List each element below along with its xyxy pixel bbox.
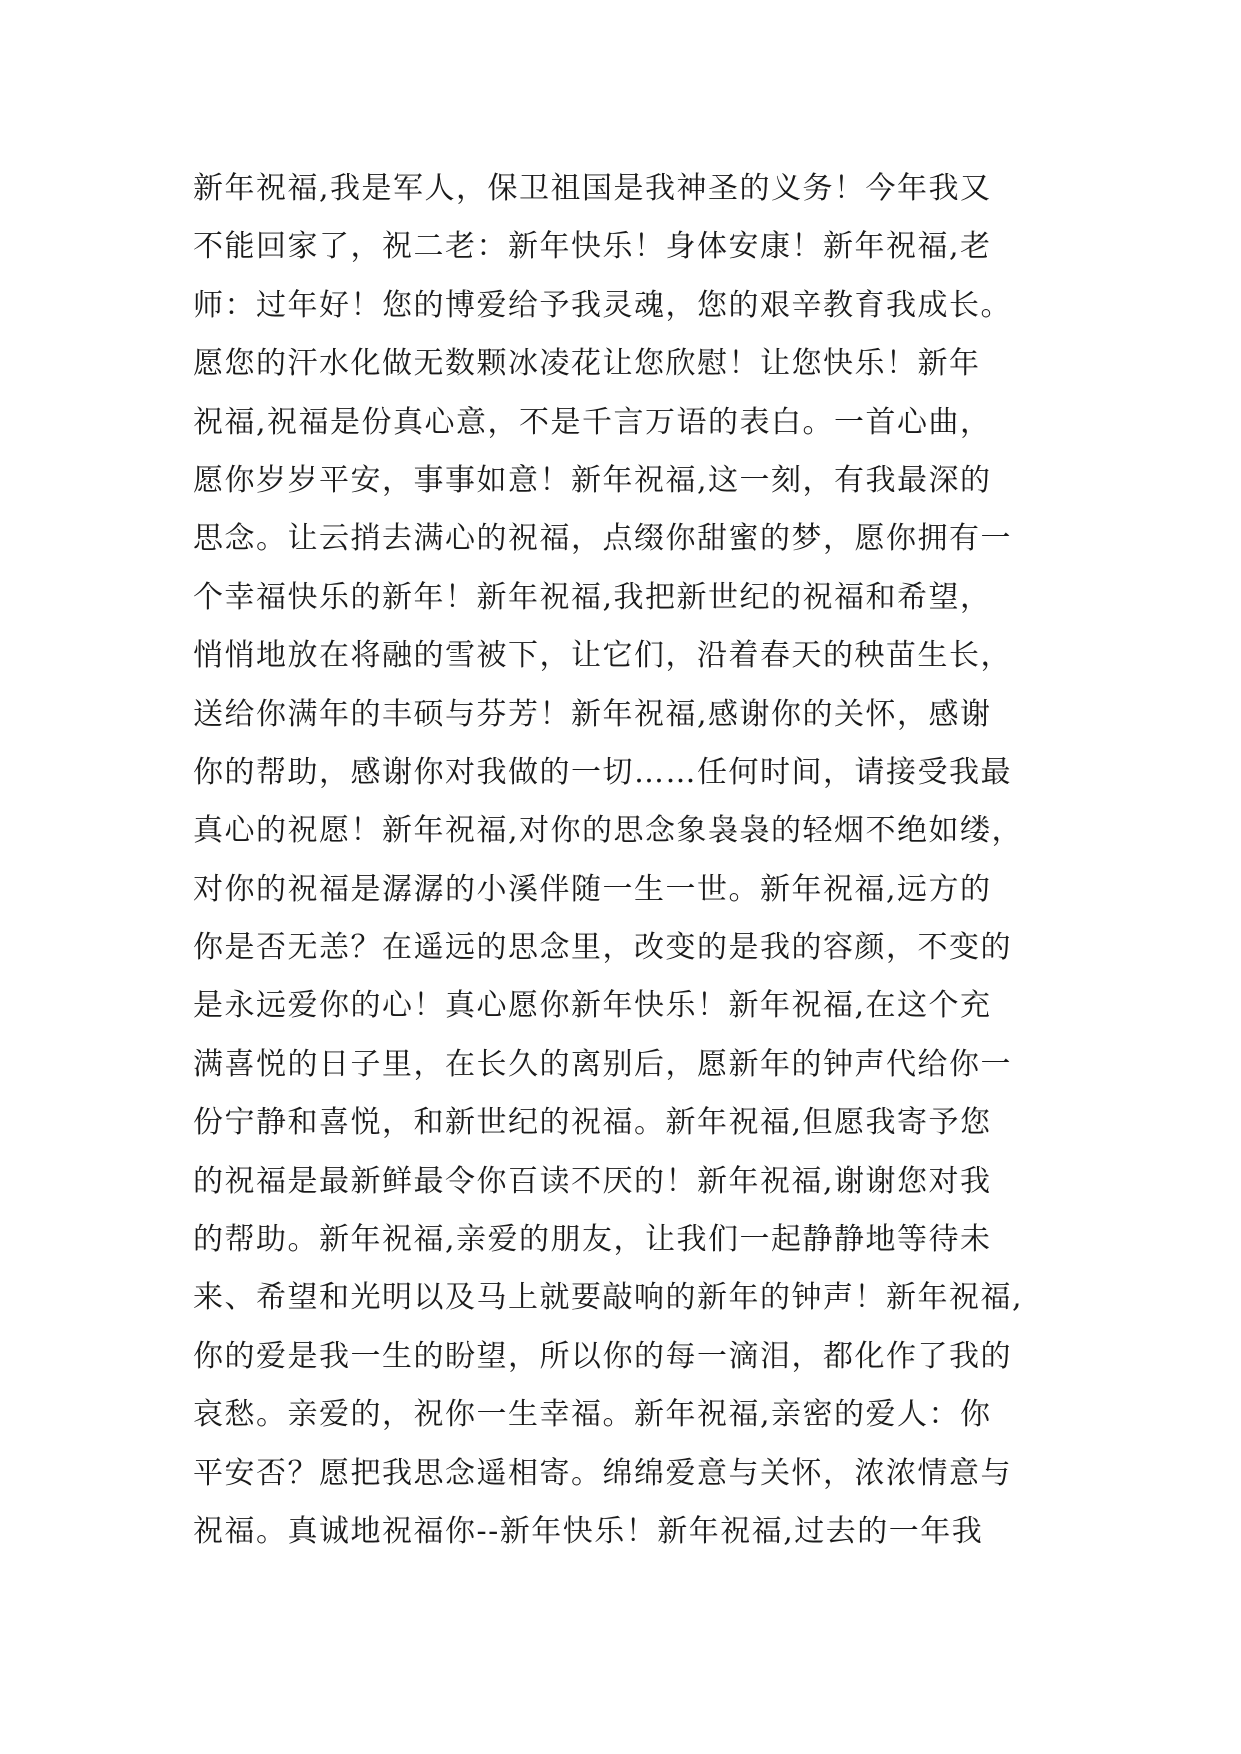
text-line: 是永远爱你的心！真心愿你新年快乐！新年祝福,在这个充 <box>193 988 992 1024</box>
text-line: 个幸福快乐的新年！新年祝福,我把新世纪的祝福和希望， <box>193 579 992 615</box>
text-line: 悄悄地放在将融的雪被下，让它们，沿着春天的秧苗生长， <box>193 638 1012 674</box>
text-line: 真心的祝愿！新年祝福,对你的思念象袅袅的轻烟不绝如缕， <box>193 813 1024 849</box>
text-line: 你是否无恙？在遥远的思念里，改变的是我的容颜，不变的 <box>193 930 1012 966</box>
text-line: 哀愁。亲爱的，祝你一生幸福。新年祝福,亲密的爱人：你 <box>193 1397 992 1433</box>
text-line: 满喜悦的日子里，在长久的离别后，愿新年的钟声代给你一 <box>193 1046 1012 1082</box>
text-line: 思念。让云捎去满心的祝福，点缀你甜蜜的梦，愿你拥有一 <box>193 521 1012 557</box>
text-line: 来、希望和光明以及马上就要敲响的新年的钟声！新年祝福, <box>193 1280 1024 1316</box>
text-line: 愿你岁岁平安，事事如意！新年祝福,这一刻，有我最深的 <box>193 462 992 498</box>
text-line: 你的帮助，感谢你对我做的一切……任何时间，请接受我最 <box>193 754 1012 790</box>
text-line: 份宁静和喜悦，和新世纪的祝福。新年祝福,但愿我寄予您 <box>193 1105 992 1141</box>
text-line: 你的爱是我一生的盼望，所以你的每一滴泪，都化作了我的 <box>193 1338 1012 1374</box>
text-line: 新年祝福,我是军人，保卫祖国是我神圣的义务！今年我又 <box>193 171 992 206</box>
text-line: 愿您的汗水化做无数颗冰凌花让您欣慰！让您快乐！新年 <box>193 346 981 382</box>
text-line: 对你的祝福是潺潺的小溪伴随一生一世。新年祝福,远方的 <box>193 871 992 907</box>
text-line: 送给你满年的丰硕与芬芳！新年祝福,感谢你的关怀，感谢 <box>193 696 992 732</box>
body-text <box>193 160 1073 1561</box>
text-line: 的帮助。新年祝福,亲爱的朋友，让我们一起静静地等待未 <box>193 1222 992 1258</box>
text-line: 不能回家了，祝二老：新年快乐！身体安康！新年祝福,老 <box>193 229 992 265</box>
text-line: 祝福。真诚地祝福你--新年快乐！新年祝福,过去的一年我 <box>193 1513 984 1549</box>
text-line: 师：过年好！您的博爱给予我灵魂，您的艰辛教育我成长。 <box>193 287 1012 323</box>
text-line: 的祝福是最新鲜最令你百读不厌的！新年祝福,谢谢您对我 <box>193 1163 992 1199</box>
text-line: 祝福,祝福是份真心意，不是千言万语的表白。一首心曲， <box>193 404 992 440</box>
text-line: 平安否？愿把我思念遥相寄。绵绵爱意与关怀，浓浓情意与 <box>193 1455 1012 1491</box>
